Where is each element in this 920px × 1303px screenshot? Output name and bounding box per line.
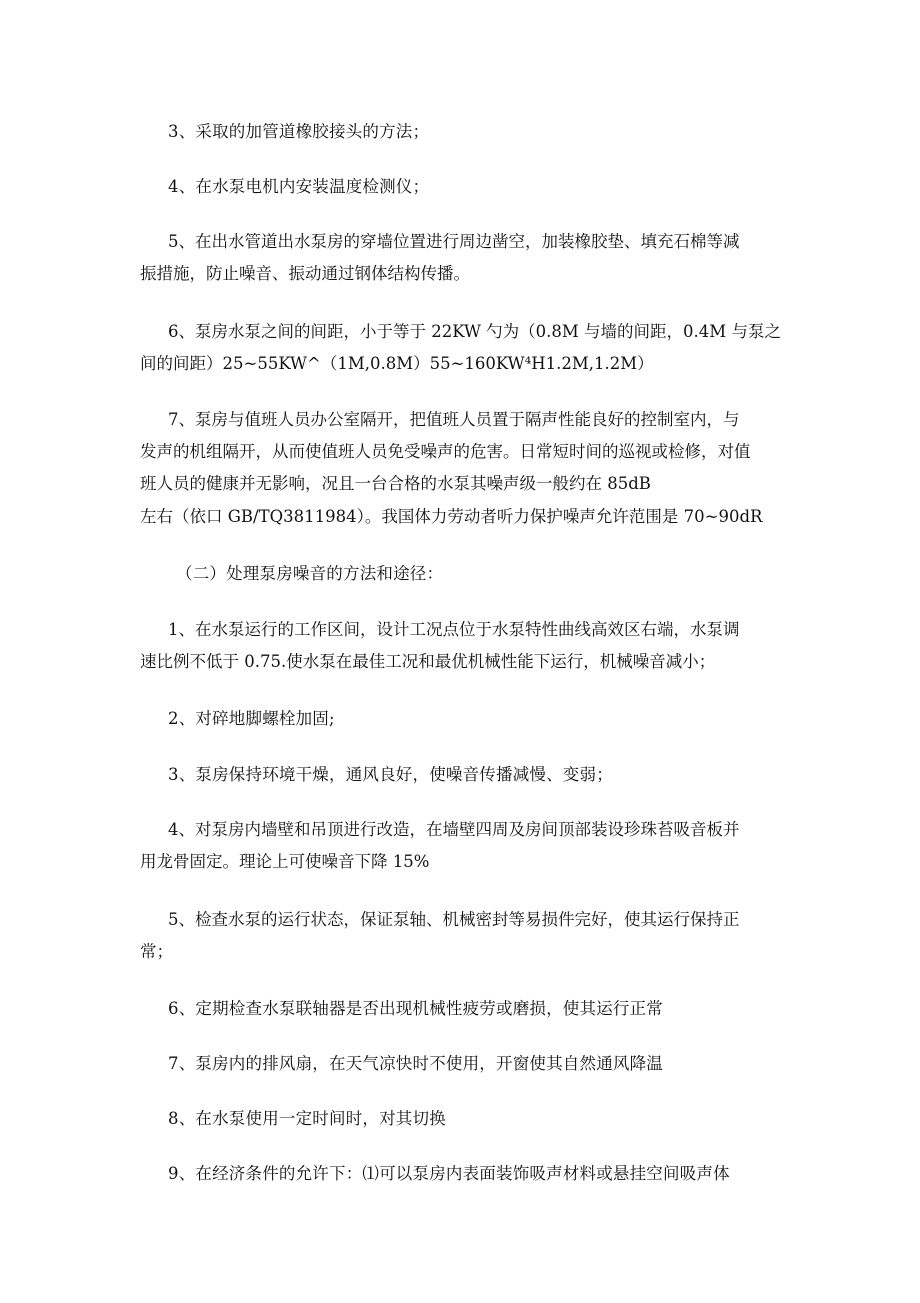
paragraph-q6: 6、定期检查水泵联轴器是否出现机械性疲劳或磨损，使其运行正常 [168,999,663,1018]
paragraph-3: 3、采取的加管道橡胶接头的方法； [168,122,430,141]
paragraph-5: 5、在出水管道出水泵房的穿墙位置进行周边凿空，加装橡胶垫、填充石棉等减 振措施，防止噪音、振动通过钢体结构传播。 [140,232,740,284]
paragraph-q3: 3、泵房保持环境干燥，通风良好，使噪音传播减慢、变弱； [168,765,613,784]
paragraph-q8: 8、在水泵使用一定时间时，对其切换 [168,1109,446,1128]
paragraph-4: 4、在水泵电机内安装温度检测仪； [168,177,430,196]
section-heading-2: （二）处理泵房噪音的方法和途径： [176,564,444,583]
paragraph-q7: 7、泵房内的排风扇，在天气凉快时不使用，开窗使其自然通风降温 [168,1054,663,1073]
paragraph-q5: 5、检查水泵的运行状态，保证泵轴、机械密封等易损件完好，使其运行保持正 常； [140,910,740,962]
paragraph-q1: 1、在水泵运行的工作区间，设计工况点位于水泵特性曲线高效区右端，水泵调 速比例不低于 0.75.使水泵在最佳工况和最优机械性能下运行，机械噪音减小； [140,620,740,672]
paragraph-7: 7、泵房与值班人员办公室隔开，把值班人员置于隔声性能良好的控制室内，与 发声的机组隔开，从而使值班人员免受噪声的危害。日常短时间的巡视或检修，对值 班人员的健康并无影响，况且一台合格的水泵其噪声级一般约在 85dB 左右（依口 GB/TQ3811984）。我国体力劳动者听力保护噪声允许范围是 70~90dR [140,410,763,526]
paragraph-q4: 4、对泵房内墙壁和吊顶进行改造，在墙壁四周及房间顶部装设珍珠苔吸音板并 用龙骨固定。理论上可使噪音下降 15% [140,820,740,872]
paragraph-q2: 2、对碎地脚螺栓加固; [168,709,335,728]
paragraph-6: 6、泵房水泵之间的间距，小于等于 22KW 勺为（0.8M 与墙的间距，0.4M 与泵之 间的间距）25~55KW^（1M,0.8M）55~160KW⁴H1.2M,1.2M） [140,322,781,374]
paragraph-q9: 9、在经济条件的允许下：⑴可以泵房内表面装饰吸声材料或悬挂空间吸声体 [168,1164,730,1183]
